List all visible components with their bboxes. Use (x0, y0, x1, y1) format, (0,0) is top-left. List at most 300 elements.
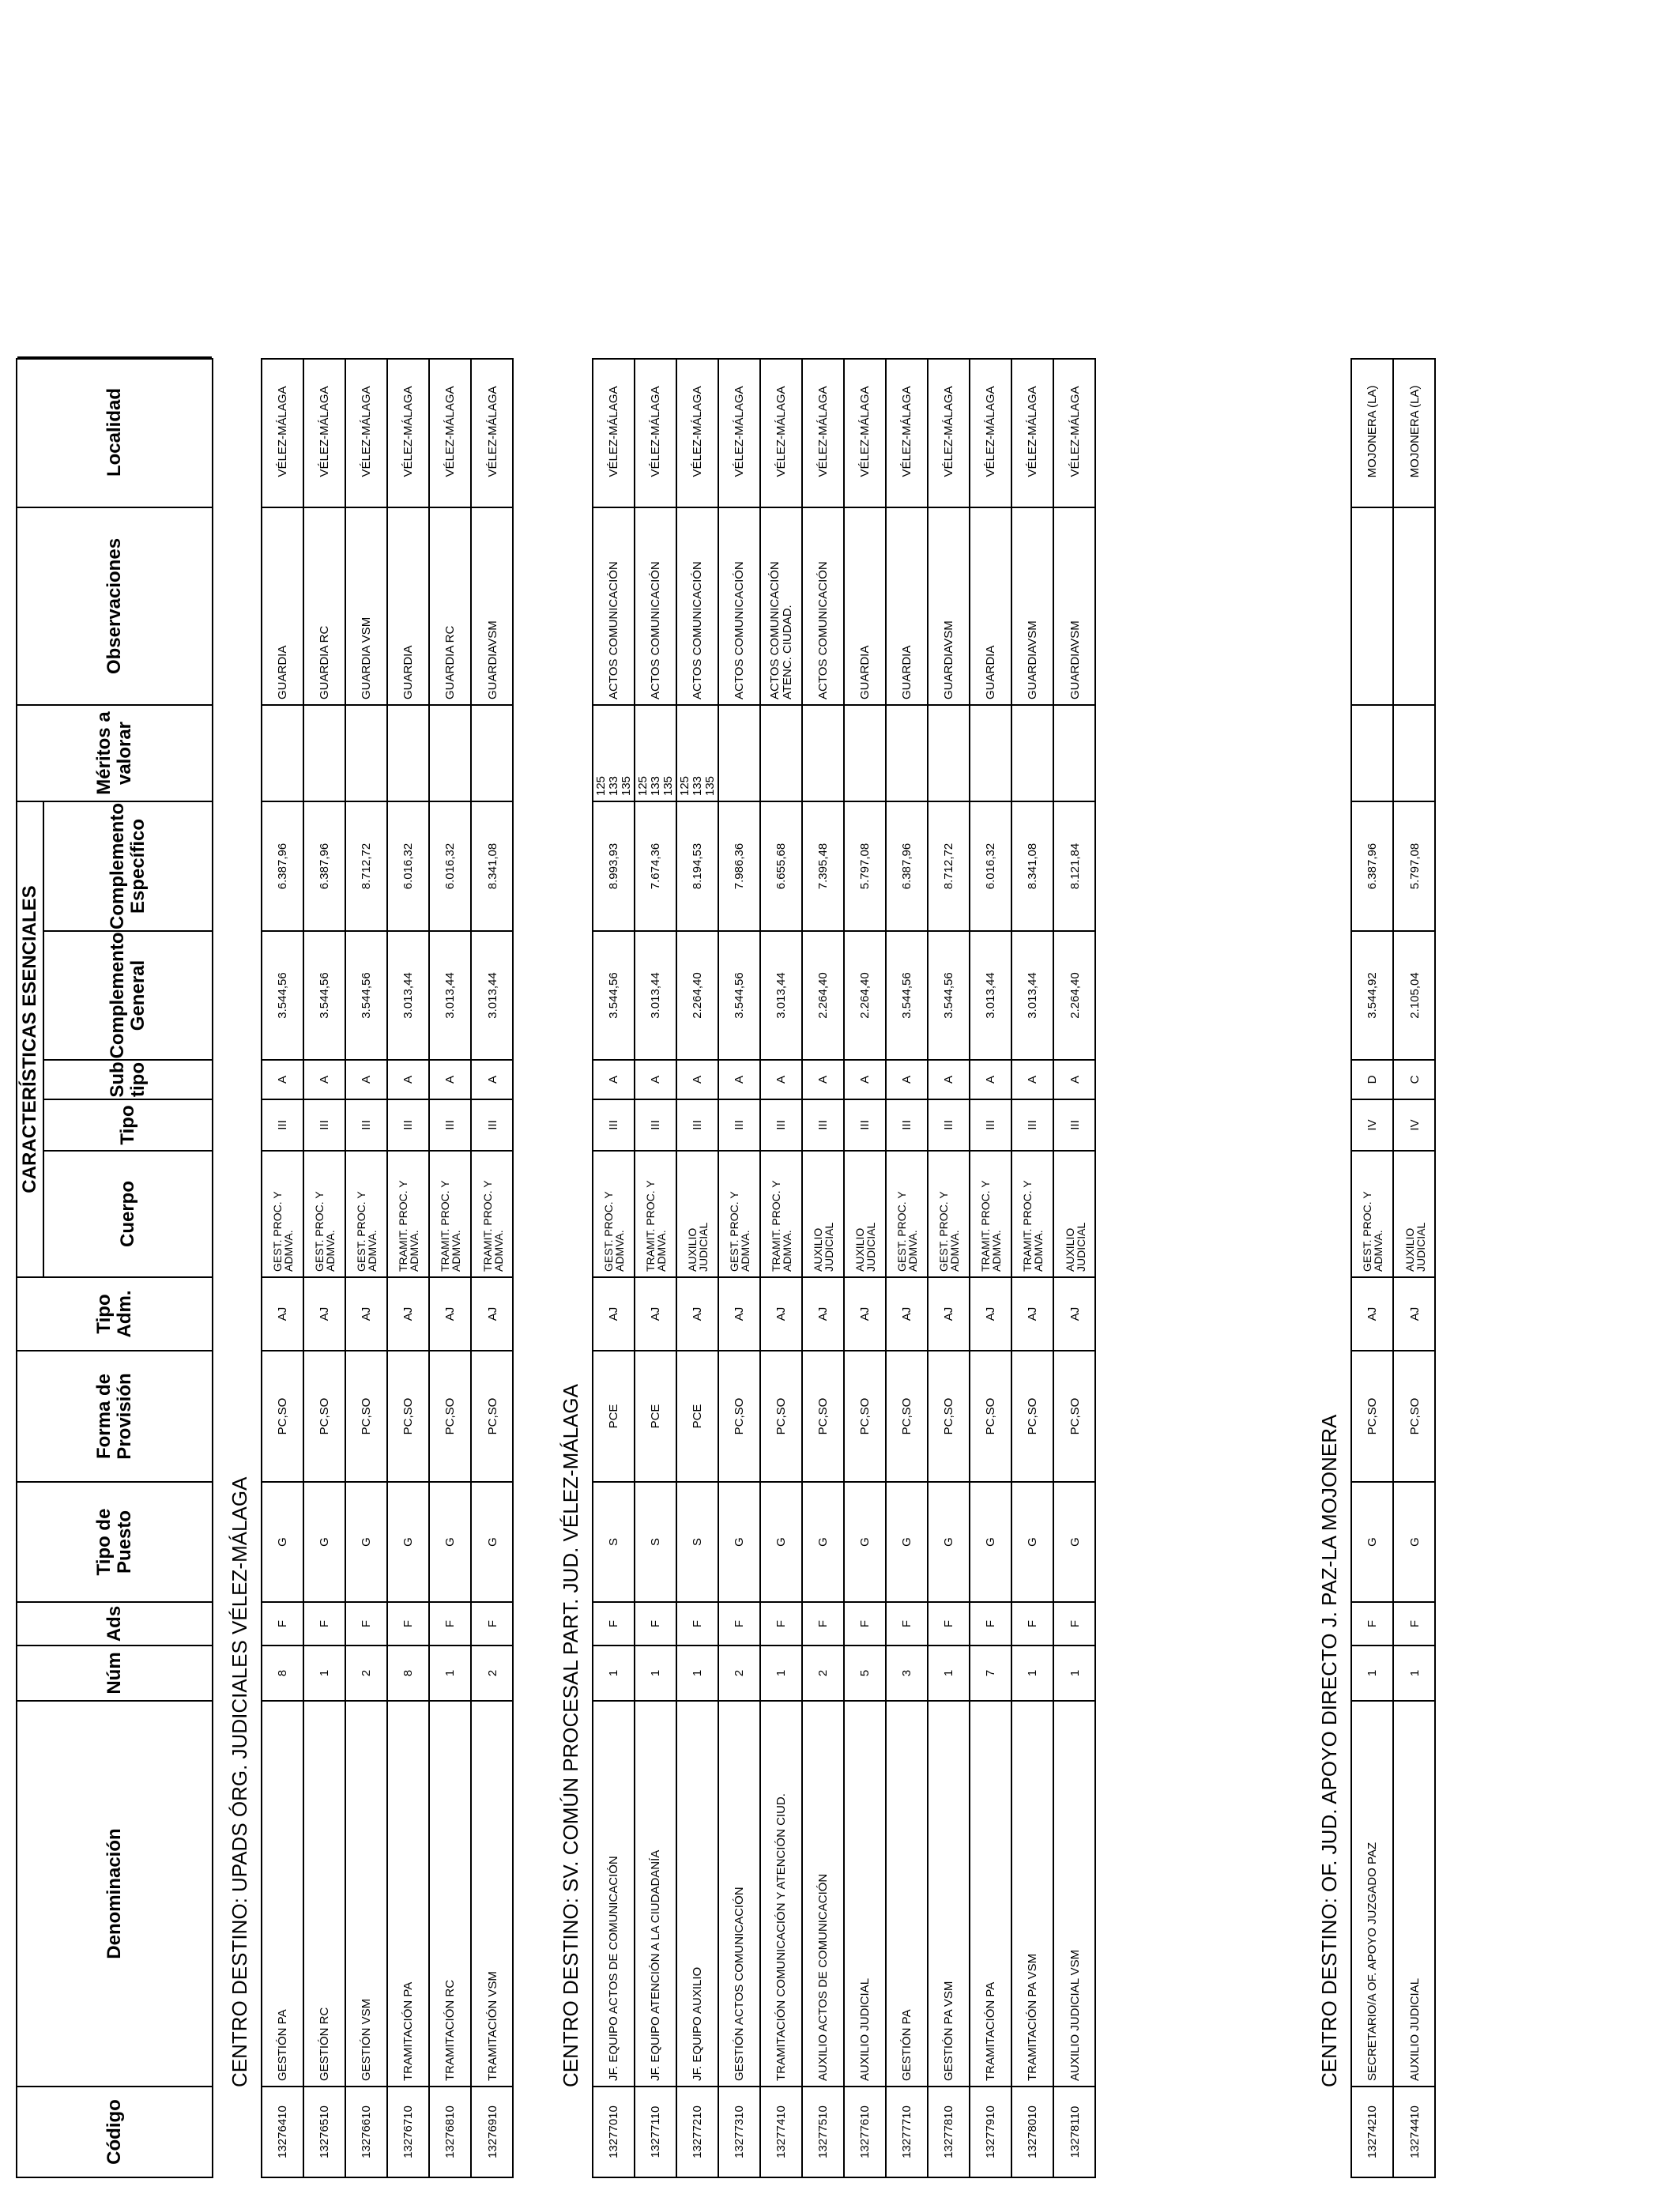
cell-observaciones: GUARDIA RC (304, 507, 345, 704)
header-tipo-puesto: Tipo de Puesto (17, 1481, 212, 1601)
cell-complemento-especifico: 8.712,72 (929, 801, 969, 930)
cell-complemento-especifico: 7.986,36 (719, 801, 759, 930)
cell-observaciones: ACTOS COMUNICACIÓN (593, 507, 634, 704)
table-row (719, 360, 761, 2177)
cell-cuerpo: AUXILIO JUDICIAL (677, 1150, 718, 1276)
cell-codigo: 13277910 (970, 2086, 1011, 2177)
cell-forma-provision: PC,SO (803, 1350, 843, 1481)
cell-localidad: VÉLEZ-MÁLAGA (606, 386, 620, 477)
cell-complemento-general: 3.544,56 (304, 930, 345, 1059)
cell-localidad: VÉLEZ-MÁLAGA (983, 386, 997, 477)
cell-tipo: III (304, 1099, 345, 1150)
cell-num: 2 (803, 1645, 843, 1700)
cell-tipo-puesto: G (970, 1481, 1011, 1601)
cell-localidad: MOJONERA (LA) (1407, 385, 1422, 478)
cell-subtipo: A (761, 1059, 801, 1099)
header-tipo-adm: Tipo Adm. (17, 1276, 212, 1350)
cell-denominacion: TRAMITACIÓN RC (430, 1700, 470, 2086)
cell-forma-provision: PC,SO (1012, 1350, 1053, 1481)
cell-ads: F (1054, 1601, 1096, 1645)
cell-complemento-general: 2.264,40 (1054, 930, 1096, 1059)
cell-ads: F (593, 1601, 634, 1645)
cell-complemento-general: 3.013,44 (430, 930, 470, 1059)
cell-ads: F (803, 1601, 843, 1645)
cell-complemento-especifico: 8.194,53 (677, 801, 718, 930)
cell-denominacion: GESTIÓN RC (304, 1700, 345, 2086)
cell-complemento-general: 3.013,44 (1012, 930, 1053, 1059)
cell-tipo: IV (1394, 1099, 1436, 1150)
cell-complemento-general: 3.013,44 (388, 930, 428, 1059)
cell-tipo-adm: AJ (970, 1276, 1011, 1350)
cell-observaciones: GUARDIAVSM (1054, 507, 1096, 704)
cell-cuerpo: GEST. PROC. Y ADMVA. (593, 1150, 634, 1276)
cell-ads: F (1394, 1601, 1436, 1645)
section-table (261, 358, 514, 2178)
cell-subtipo: A (262, 1059, 303, 1099)
cell-subtipo: A (677, 1059, 718, 1099)
cell-ads: F (1352, 1601, 1392, 1645)
cell-num: 2 (719, 1645, 759, 1700)
cell-observaciones: ACTOS COMUNICACIÓN (677, 507, 718, 704)
cell-tipo-puesto: G (1352, 1481, 1392, 1601)
cell-denominacion: TRAMITACIÓN PA (970, 1700, 1011, 2086)
cell-forma-provision: PC,SO (970, 1350, 1011, 1481)
cell-meritos (430, 704, 470, 801)
cell-cuerpo: TRAMIT. PROC. Y ADMVA. (1012, 1150, 1053, 1276)
cell-subtipo: C (1394, 1059, 1436, 1099)
cell-observaciones (1352, 507, 1392, 704)
cell-codigo: 13277010 (593, 2086, 634, 2177)
cell-complemento-general: 3.544,56 (593, 930, 634, 1059)
cell-observaciones: GUARDIA (262, 507, 303, 704)
cell-subtipo: A (803, 1059, 843, 1099)
cell-cuerpo: GEST. PROC. Y ADMVA. (346, 1150, 386, 1276)
cell-observaciones: ACTOS COMUNICACIÓN ATENC. CIUDAD. (761, 507, 801, 704)
cell-subtipo: A (719, 1059, 759, 1099)
cell-cuerpo: GEST. PROC. Y ADMVA. (887, 1150, 927, 1276)
cell-tipo: III (472, 1099, 514, 1150)
cell-subtipo: D (1352, 1059, 1392, 1099)
section-table (1350, 358, 1436, 2178)
cell-complemento-especifico: 6.387,96 (1352, 801, 1392, 930)
cell-tipo: III (719, 1099, 759, 1150)
cell-meritos (262, 704, 303, 801)
cell-localidad: VÉLEZ-MÁLAGA (443, 386, 457, 477)
cell-tipo-adm: AJ (346, 1276, 386, 1350)
cell-subtipo: A (887, 1059, 927, 1099)
cell-meritos (346, 704, 386, 801)
cell-localidad: VÉLEZ-MÁLAGA (774, 386, 788, 477)
cell-cuerpo: AUXILIO JUDICIAL (803, 1150, 843, 1276)
cell-tipo-puesto: S (677, 1481, 718, 1601)
table-row (635, 360, 677, 2177)
cell-tipo: III (845, 1099, 885, 1150)
cell-meritos (1012, 704, 1053, 801)
cell-codigo: 13276410 (262, 2086, 303, 2177)
cell-denominacion: GESTIÓN VSM (346, 1700, 386, 2086)
cell-ads: F (719, 1601, 759, 1645)
header-forma-provision: Forma de Provisión (17, 1350, 212, 1481)
cell-complemento-general: 2.264,40 (845, 930, 885, 1059)
cell-tipo: III (803, 1099, 843, 1150)
cell-observaciones: ACTOS COMUNICACIÓN (719, 507, 759, 704)
cell-meritos (304, 704, 345, 801)
cell-codigo: 13276710 (388, 2086, 428, 2177)
cell-subtipo: A (845, 1059, 885, 1099)
cell-cuerpo: TRAMIT. PROC. Y ADMVA. (388, 1150, 428, 1276)
cell-tipo: IV (1352, 1099, 1392, 1150)
cell-tipo-adm: AJ (304, 1276, 345, 1350)
cell-subtipo: A (929, 1059, 969, 1099)
cell-forma-provision: PC,SO (887, 1350, 927, 1481)
cell-cuerpo: AUXILIO JUDICIAL (1394, 1150, 1436, 1276)
cell-codigo: 13277110 (635, 2086, 676, 2177)
cell-complemento-general: 2.105,04 (1394, 930, 1436, 1059)
cell-observaciones: GUARDIA (887, 507, 927, 704)
cell-cuerpo: AUXILIO JUDICIAL (1054, 1150, 1096, 1276)
cell-localidad: VÉLEZ-MÁLAGA (485, 386, 499, 477)
cell-num: 8 (388, 1645, 428, 1700)
cell-ads: F (430, 1601, 470, 1645)
cell-complemento-especifico: 6.387,96 (887, 801, 927, 930)
table-header (0, 0, 221, 2194)
cell-subtipo: A (593, 1059, 634, 1099)
cell-tipo-adm: AJ (430, 1276, 470, 1350)
cell-denominacion: AUXILIO JUDICIAL (845, 1700, 885, 2086)
cell-forma-provision: PC,SO (929, 1350, 969, 1481)
cell-tipo: III (388, 1099, 428, 1150)
cell-ads: F (304, 1601, 345, 1645)
cell-tipo-puesto: G (262, 1481, 303, 1601)
header-codigo: Código (17, 2086, 212, 2177)
cell-observaciones: GUARDIAVSM (929, 507, 969, 704)
cell-localidad: VÉLEZ-MÁLAGA (648, 386, 662, 477)
cell-complemento-especifico: 6.387,96 (304, 801, 345, 930)
cell-cuerpo: TRAMIT. PROC. Y ADMVA. (761, 1150, 801, 1276)
cell-tipo-puesto: G (304, 1481, 345, 1601)
cell-tipo: III (593, 1099, 634, 1150)
cell-codigo: 13276910 (472, 2086, 514, 2177)
table-row (970, 360, 1012, 2177)
cell-meritos: 125 133 135 (635, 704, 676, 801)
cell-num: 5 (845, 1645, 885, 1700)
cell-tipo-puesto: G (1394, 1481, 1436, 1601)
cell-complemento-especifico: 6.387,96 (262, 801, 303, 930)
table-row (803, 360, 845, 2177)
table-row (262, 360, 304, 2177)
cell-subtipo: A (1012, 1059, 1053, 1099)
cell-codigo: 13276810 (430, 2086, 470, 2177)
cell-complemento-especifico: 5.797,08 (1394, 801, 1436, 930)
cell-complemento-general: 3.544,56 (887, 930, 927, 1059)
table-row (887, 360, 929, 2177)
cell-complemento-especifico: 8.341,08 (472, 801, 514, 930)
cell-observaciones (1394, 507, 1436, 704)
cell-tipo: III (635, 1099, 676, 1150)
cell-complemento-general: 2.264,40 (677, 930, 718, 1059)
cell-forma-provision: PC,SO (262, 1350, 303, 1481)
cell-forma-provision: PC,SO (1352, 1350, 1392, 1481)
cell-forma-provision: PC,SO (719, 1350, 759, 1481)
cell-forma-provision: PCE (593, 1350, 634, 1481)
cell-num: 1 (430, 1645, 470, 1700)
cell-localidad: VÉLEZ-MÁLAGA (857, 386, 872, 477)
cell-observaciones: GUARDIA (970, 507, 1011, 704)
cell-tipo-puesto: G (1054, 1481, 1096, 1601)
header-complemento-general: Complemento General (44, 930, 212, 1059)
cell-meritos (761, 704, 801, 801)
cell-tipo-adm: AJ (635, 1276, 676, 1350)
cell-localidad: VÉLEZ-MÁLAGA (690, 386, 704, 477)
header-meritos: Méritos a valorar (17, 704, 212, 801)
cell-meritos (1054, 704, 1096, 801)
cell-forma-provision: PC,SO (430, 1350, 470, 1481)
cell-tipo: III (677, 1099, 718, 1150)
header-denominacion: Denominación (17, 1700, 212, 2086)
cell-denominacion: GESTIÓN PA (887, 1700, 927, 2086)
cell-tipo-adm: AJ (719, 1276, 759, 1350)
cell-complemento-especifico: 6.655,68 (761, 801, 801, 930)
table-row (677, 360, 719, 2177)
cell-observaciones: GUARDIA (388, 507, 428, 704)
cell-complemento-especifico: 8.993,93 (593, 801, 634, 930)
cell-localidad: VÉLEZ-MÁLAGA (732, 386, 746, 477)
table-row (1012, 360, 1054, 2177)
cell-localidad: VÉLEZ-MÁLAGA (941, 386, 955, 477)
cell-localidad: MOJONERA (LA) (1365, 385, 1379, 478)
cell-forma-provision: PCE (677, 1350, 718, 1481)
cell-codigo: 13278110 (1054, 2086, 1096, 2177)
header-cuerpo: Cuerpo (44, 1150, 212, 1276)
cell-localidad: VÉLEZ-MÁLAGA (359, 386, 373, 477)
cell-tipo-adm: AJ (929, 1276, 969, 1350)
cell-meritos (803, 704, 843, 801)
cell-forma-provision: PC,SO (845, 1350, 885, 1481)
cell-tipo: III (262, 1099, 303, 1150)
cell-complemento-general: 3.013,44 (472, 930, 514, 1059)
cell-forma-provision: PC,SO (304, 1350, 345, 1481)
cell-tipo-puesto: G (719, 1481, 759, 1601)
cell-denominacion: AUXILIO JUDICIAL (1394, 1700, 1436, 2086)
table-row (304, 360, 346, 2177)
cell-observaciones: GUARDIA VSM (346, 507, 386, 704)
cell-tipo: III (761, 1099, 801, 1150)
cell-codigo: 13277510 (803, 2086, 843, 2177)
cell-tipo-adm: AJ (887, 1276, 927, 1350)
cell-cuerpo: GEST. PROC. Y ADMVA. (1352, 1150, 1392, 1276)
cell-codigo: 13277210 (677, 2086, 718, 2177)
cell-cuerpo: TRAMIT. PROC. Y ADMVA. (970, 1150, 1011, 1276)
cell-denominacion: JF. EQUIPO AUXILIO (677, 1700, 718, 2086)
cell-forma-provision: PC,SO (346, 1350, 386, 1481)
cell-num: 1 (761, 1645, 801, 1700)
cell-num: 2 (346, 1645, 386, 1700)
section-table (592, 358, 1096, 2178)
cell-tipo: III (887, 1099, 927, 1150)
cell-complemento-general: 3.544,56 (262, 930, 303, 1059)
cell-meritos: 125 133 135 (677, 704, 718, 801)
table-row (430, 360, 472, 2177)
cell-cuerpo: GEST. PROC. Y ADMVA. (262, 1150, 303, 1276)
cell-codigo: 13277610 (845, 2086, 885, 2177)
cell-num: 1 (1054, 1645, 1096, 1700)
cell-ads: F (845, 1601, 885, 1645)
cell-ads: F (677, 1601, 718, 1645)
cell-complemento-especifico: 8.121,84 (1054, 801, 1096, 930)
cell-tipo-adm: AJ (593, 1276, 634, 1350)
cell-tipo-puesto: S (635, 1481, 676, 1601)
cell-tipo: III (346, 1099, 386, 1150)
cell-tipo-puesto: G (845, 1481, 885, 1601)
cell-observaciones: GUARDIA RC (430, 507, 470, 704)
cell-denominacion: TRAMITACIÓN COMUNICACIÓN Y ATENCIÓN CIUD. (761, 1700, 801, 2086)
cell-tipo-puesto: G (430, 1481, 470, 1601)
cell-observaciones: GUARDIAVSM (472, 507, 514, 704)
cell-subtipo: A (1054, 1059, 1096, 1099)
cell-num: 3 (887, 1645, 927, 1700)
table-row (593, 360, 635, 2177)
cell-subtipo: A (430, 1059, 470, 1099)
cell-tipo-puesto: G (887, 1481, 927, 1601)
cell-codigo: 13274410 (1394, 2086, 1436, 2177)
cell-forma-provision: PC,SO (472, 1350, 514, 1481)
cell-complemento-general: 3.013,44 (635, 930, 676, 1059)
cell-tipo-puesto: G (472, 1481, 514, 1601)
cell-complemento-especifico: 6.016,32 (430, 801, 470, 930)
cell-forma-provision: PCE (635, 1350, 676, 1481)
cell-tipo-puesto: S (593, 1481, 634, 1601)
cell-tipo-puesto: G (346, 1481, 386, 1601)
cell-tipo-puesto: G (803, 1481, 843, 1601)
cell-tipo-adm: AJ (845, 1276, 885, 1350)
cell-meritos (887, 704, 927, 801)
cell-cuerpo: GEST. PROC. Y ADMVA. (929, 1150, 969, 1276)
cell-complemento-especifico: 8.712,72 (346, 801, 386, 930)
header-localidad: Localidad (17, 356, 212, 507)
cell-complemento-general: 3.544,92 (1352, 930, 1392, 1059)
cell-tipo-adm: AJ (388, 1276, 428, 1350)
header-caracteristicas: CARACTERÍSTICAS ESENCIALES (17, 801, 44, 1276)
cell-complemento-especifico: 8.341,08 (1012, 801, 1053, 930)
cell-denominacion: AUXILIO JUDICIAL VSM (1054, 1700, 1096, 2086)
cell-denominacion: SECRETARIO/A OF. APOYO JUZGADO PAZ (1352, 1700, 1392, 2086)
cell-cuerpo: GEST. PROC. Y ADMVA. (719, 1150, 759, 1276)
cell-subtipo: A (472, 1059, 514, 1099)
cell-localidad: VÉLEZ-MÁLAGA (401, 386, 415, 477)
cell-meritos (1394, 704, 1436, 801)
cell-num: 1 (929, 1645, 969, 1700)
header-num: Núm (17, 1645, 212, 1700)
cell-complemento-especifico: 7.395,48 (803, 801, 843, 930)
cell-ads: F (929, 1601, 969, 1645)
cell-tipo: III (929, 1099, 969, 1150)
cell-num: 1 (1394, 1645, 1436, 1700)
cell-complemento-general: 3.013,44 (970, 930, 1011, 1059)
cell-ads: F (887, 1601, 927, 1645)
cell-complemento-general: 3.544,56 (929, 930, 969, 1059)
cell-complemento-especifico: 6.016,32 (970, 801, 1011, 930)
cell-meritos: 125 133 135 (593, 704, 634, 801)
cell-num: 7 (970, 1645, 1011, 1700)
cell-observaciones: ACTOS COMUNICACIÓN (803, 507, 843, 704)
cell-localidad: VÉLEZ-MÁLAGA (317, 386, 331, 477)
cell-num: 1 (593, 1645, 634, 1700)
cell-cuerpo: TRAMIT. PROC. Y ADMVA. (430, 1150, 470, 1276)
cell-ads: F (472, 1601, 514, 1645)
cell-meritos (845, 704, 885, 801)
cell-num: 2 (472, 1645, 514, 1700)
cell-cuerpo: GEST. PROC. Y ADMVA. (304, 1150, 345, 1276)
cell-tipo-puesto: G (388, 1481, 428, 1601)
cell-meritos (929, 704, 969, 801)
cell-complemento-especifico: 7.674,36 (635, 801, 676, 930)
cell-forma-provision: PC,SO (388, 1350, 428, 1481)
header-ads: Ads (17, 1601, 212, 1645)
cell-tipo-puesto: G (761, 1481, 801, 1601)
cell-localidad: VÉLEZ-MÁLAGA (1068, 386, 1082, 477)
cell-num: 8 (262, 1645, 303, 1700)
cell-denominacion: AUXILIO ACTOS DE COMUNICACIÓN (803, 1700, 843, 2086)
cell-subtipo: A (304, 1059, 345, 1099)
cell-ads: F (1012, 1601, 1053, 1645)
table-row (761, 360, 803, 2177)
cell-ads: F (346, 1601, 386, 1645)
cell-tipo-adm: AJ (1054, 1276, 1096, 1350)
header-tipo: Tipo (44, 1099, 212, 1150)
cell-ads: F (388, 1601, 428, 1645)
table-row (929, 360, 970, 2177)
cell-tipo-puesto: G (929, 1481, 969, 1601)
cell-cuerpo: TRAMIT. PROC. Y ADMVA. (635, 1150, 676, 1276)
cell-codigo: 13277310 (719, 2086, 759, 2177)
table-row (1054, 360, 1096, 2177)
cell-num: 1 (635, 1645, 676, 1700)
cell-meritos (719, 704, 759, 801)
cell-complemento-especifico: 5.797,08 (845, 801, 885, 930)
cell-meritos (472, 704, 514, 801)
cell-subtipo: A (346, 1059, 386, 1099)
cell-denominacion: GESTIÓN PA (262, 1700, 303, 2086)
header-subtipo: Sub tipo (44, 1059, 212, 1099)
table-row (472, 360, 514, 2177)
cell-codigo: 13274210 (1352, 2086, 1392, 2177)
table-row (1352, 360, 1394, 2177)
cell-tipo: III (430, 1099, 470, 1150)
cell-tipo-adm: AJ (1394, 1276, 1436, 1350)
cell-meritos (1352, 704, 1392, 801)
cell-tipo-adm: AJ (262, 1276, 303, 1350)
cell-complemento-especifico: 6.016,32 (388, 801, 428, 930)
cell-observaciones: ACTOS COMUNICACIÓN (635, 507, 676, 704)
cell-cuerpo: AUXILIO JUDICIAL (845, 1150, 885, 1276)
cell-forma-provision: PC,SO (761, 1350, 801, 1481)
cell-tipo-adm: AJ (1012, 1276, 1053, 1350)
cell-codigo: 13277410 (761, 2086, 801, 2177)
cell-denominacion: TRAMITACIÓN PA (388, 1700, 428, 2086)
cell-tipo-adm: AJ (761, 1276, 801, 1350)
table-row (388, 360, 430, 2177)
cell-localidad: VÉLEZ-MÁLAGA (816, 386, 830, 477)
cell-localidad: VÉLEZ-MÁLAGA (275, 386, 289, 477)
section-title: CENTRO DESTINO: UPADS ÓRG. JUDICIALES VÉLEZ-MÁLAGA (228, 1476, 251, 2087)
cell-complemento-general: 3.544,56 (719, 930, 759, 1059)
cell-subtipo: A (388, 1059, 428, 1099)
cell-complemento-general: 2.264,40 (803, 930, 843, 1059)
cell-denominacion: JF. EQUIPO ACTOS DE COMUNICACIÓN (593, 1700, 634, 2086)
header-box (16, 358, 213, 2178)
cell-denominacion: TRAMITACIÓN PA VSM (1012, 1700, 1053, 2086)
cell-cuerpo: TRAMIT. PROC. Y ADMVA. (472, 1150, 514, 1276)
